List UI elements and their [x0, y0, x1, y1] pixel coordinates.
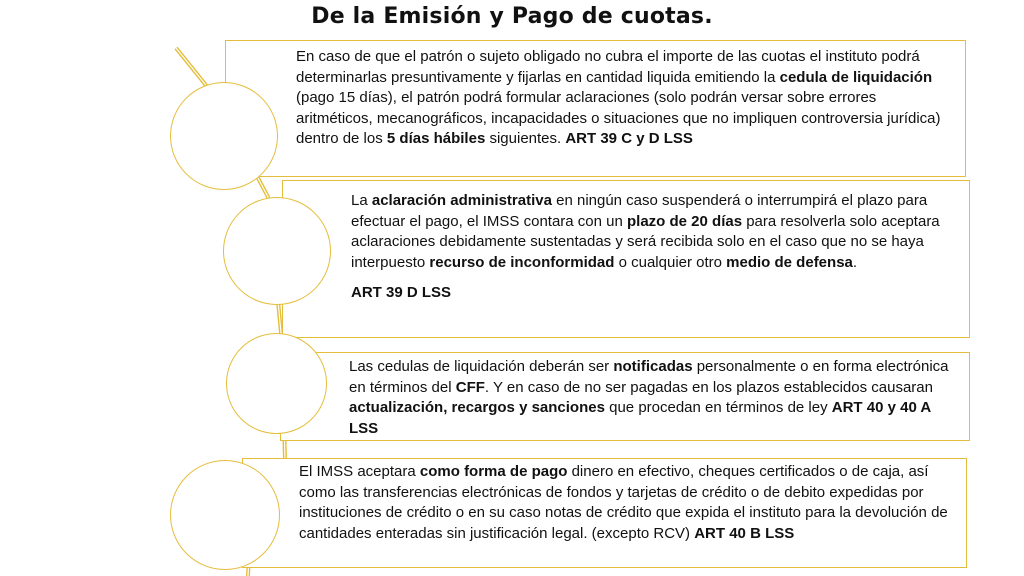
body-text: dinero en efectivo, cheques certificados o de caja, así como las transferencias electrónicas de fondos y tarjetas de crédito o de debito expedidas por instituciones de crédito o en su caso notas de crédito que expida el instituto para la devolución de cantidades enteradas sin justificación legal. (excepto RCV): [299, 463, 948, 542]
bullet-circle-2: [223, 197, 331, 305]
body-text: .: [852, 253, 858, 271]
content-box-3: [280, 352, 970, 441]
bullet-circle-1: [170, 82, 278, 190]
body-text: siguientes.: [485, 130, 566, 147]
emphasis-text: recurso de inconformidad: [429, 253, 615, 271]
body-text: La: [351, 192, 372, 209]
body-text: Las cedulas de liquidación deberán ser: [349, 358, 614, 375]
slide-title: De la Emisión y Pago de cuotas.: [311, 4, 713, 29]
bullet-circle-3: [226, 333, 327, 434]
box-3-text: [349, 357, 959, 439]
emphasis-text: ART 39 C y D LSS: [565, 130, 693, 147]
body-text: que procedan en términos de ley: [604, 399, 832, 416]
body-text: En caso de que el patrón o sujeto obligado no cubra el importe de las cuotas el instituto podrá determinarlas presuntivamente y fijarlas en cantidad liquida emitiendo la: [296, 48, 920, 86]
emphasis-text: cedula de liquidación: [779, 68, 933, 86]
body-text: para resolverla solo aceptara aclaraciones debidamente sustentadas y será recibida solo en el caso que no se haya interpuesto: [351, 212, 940, 271]
content-box-1: [225, 40, 966, 177]
emphasis-text: aclaración administrativa: [371, 192, 552, 209]
body-text: . Y en caso de no ser pagadas en los plazos establecidos causaran: [484, 378, 933, 396]
body-text: (pago 15 días), el patrón podrá formular aclaraciones (solo podrán versar sobre errores aritméticos, mecanográficos, incapacidades o situaciones que no impliquen controversia jurídica) dentro de los: [296, 89, 941, 147]
box-4-text: [299, 462, 956, 544]
body-text: El IMSS aceptara: [299, 463, 420, 480]
content-box-2: [282, 180, 970, 338]
body-text: o cualquier otro: [614, 253, 727, 271]
emphasis-text: CFF: [455, 378, 485, 396]
emphasis-text: notificadas: [613, 358, 693, 375]
emphasis-text: como forma de pago: [419, 463, 568, 480]
emphasis-text: plazo de 20 días: [627, 212, 743, 230]
box-1-text: [296, 47, 955, 150]
emphasis-text: 5 días hábiles: [386, 130, 486, 147]
emphasis-text: ART 40 B LSS: [694, 524, 795, 542]
content-box-4: [242, 458, 967, 568]
emphasis-text: medio de defensa: [726, 253, 853, 271]
box-2-reference: ART 39 D LSS: [351, 284, 452, 301]
bullet-circle-4: [170, 460, 280, 570]
emphasis-text: actualización, recargos y sanciones: [349, 399, 605, 416]
body-text: en ningún caso suspenderá o interrumpirá el plazo para efectuar el pago, el IMSS contara con un: [351, 192, 928, 230]
body-text: personalmente o en forma electrónica en términos del: [349, 358, 949, 396]
emphasis-text: ART 40 y 40 A LSS: [349, 399, 931, 437]
box-2-text: [351, 191, 959, 273]
